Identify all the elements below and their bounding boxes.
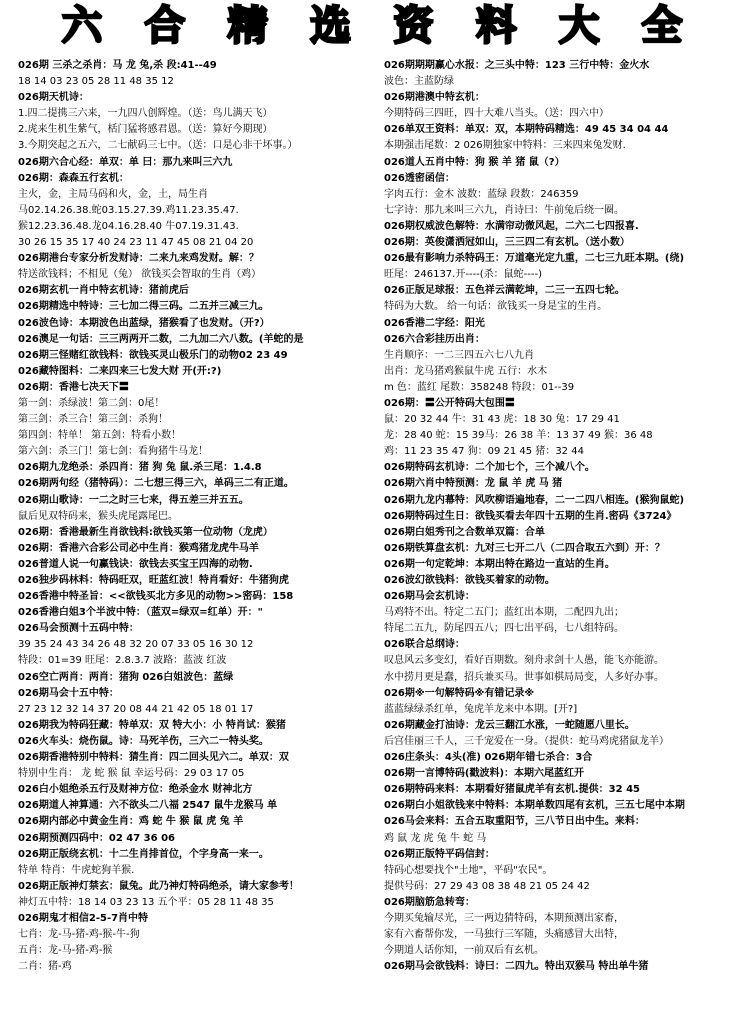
section-heading-line: 026期：英俊潇洒冠如山，三三四二有玄机。（送小数） — [384, 237, 630, 249]
section-heading-line: 026期白小姐欲钱来中特料：本期单数四尾有玄机，三五七尾中本期 — [384, 800, 685, 812]
body-text-line: 马鸡特不出。特定二五门；蓝红出本期，二配四九出； — [384, 607, 624, 619]
body-text-line: 特尾二五九，防尾四五八；四七出平码，七八组特码。 — [384, 623, 624, 635]
section-heading-line: 026香港白姐3个半波中特：（蓝双=绿双=红单）开：" — [18, 607, 263, 619]
section-heading-line: 026期脑筋急转弯： — [384, 896, 475, 908]
body-text-line: 1.四二提携三六来，一九四八创辉煌。（送：鸟儿满天飞） — [18, 108, 273, 120]
body-text-line: 后宫佳丽三千人，三千宠爱在一身。（提供：蛇马鸡虎猪鼠龙羊） — [384, 735, 669, 747]
section-heading-line: 026普道人说一句赢钱诀：欲钱去买宝王四海的动物. — [18, 558, 253, 570]
body-text-line: 马02.14.26.38.蛇03.15.27.39.鸡11.23.35.47. — [18, 204, 239, 216]
section-heading-line: 026期道人神算通：六不欲头二八福 2547 鼠牛龙猴马 单 — [18, 800, 278, 812]
body-text-line: 七肖：龙-马-猪-鸡-猴-牛-狗 — [18, 929, 140, 941]
banner-char: 大 — [559, 3, 600, 49]
banner-title — [62, 0, 682, 52]
section-heading-line: 026期特码玄机诗：二个加七个，三个减八个。 — [384, 462, 595, 474]
section-heading-line: 026火车头：烧伤鼠。诗：马死羊伤，三六二一特头奖。 — [18, 735, 269, 747]
section-heading-line: 026马会预测十五码中特： — [18, 623, 139, 635]
body-text-line: 生肖顺序：一二三四五六七八九肖 — [384, 349, 534, 361]
banner-char: 合 — [144, 3, 185, 49]
body-text-line: 五肖：龙-马-猪-鸡-猴 — [18, 945, 113, 957]
body-text-line: 叹息风云多变幻，看好百期数。刻舟求剑十人愚，能飞亦能游。 — [384, 655, 664, 667]
body-text-line: 39 35 24 43 34 26 48 32 20 07 33 05 16 30 12 — [18, 639, 254, 651]
section-heading-line: 026期六肖中特预测：龙 鼠 羊 虎 马 猪 — [384, 478, 563, 490]
section-heading-line: 026透密函信： — [384, 172, 455, 184]
section-heading-line: 026期九龙内幕特：风吹柳语遍地春，二一二四八相连。(猴狗鼠蛇) — [384, 494, 685, 506]
body-text-line: 特送欲钱料；不相见（兔） 欲钱买会智取的生肖（鸡） — [18, 269, 262, 281]
body-text-line: 水中捞月更是蠢，招兵兼买马。世事如棋局局变，人多好办事。 — [384, 671, 664, 683]
body-text-line: 字肉五行：金木 波数：蓝绿 段数：246359 — [384, 188, 579, 200]
banner-char: 六 — [62, 3, 102, 49]
section-heading-line: 026期港台专家分析发财诗：二来九来鸡发财。解：？ — [18, 253, 259, 265]
body-text-line: 3.今期突起之五六，二七献码三七中。（送：口是心非干坏事。） — [18, 140, 298, 152]
right-column — [384, 58, 744, 1022]
section-heading-line: 026波幻欲钱料：欲钱买着家的动物。 — [384, 575, 555, 586]
section-heading-line: 026期正版绕玄机：十二生肖排首位，个字身高一来一。 — [18, 848, 269, 860]
body-text-line: 今期特码三四旺，四十大难八当头。（送：四六中） — [384, 108, 609, 120]
section-heading-line: 026期我为特码狂藏：特单双：双 特大小：小 特肖试：猴猪 — [18, 719, 286, 731]
section-heading-line: 026期鬼才相信2-5-7肖中特 — [18, 912, 149, 924]
section-heading-line: 026联合总纲诗： — [384, 639, 465, 651]
section-heading-line: 026期：香港六合彩公司必中生肖：猴鸡猪龙虎牛马羊 — [18, 542, 259, 554]
section-heading-line: 026期特码来料：本期看好猪鼠虎羊有玄机.提供：32 45 — [384, 784, 640, 796]
section-heading-line: 026期 三杀之杀肖：马 龙 兔,杀 段:41--49 — [18, 60, 217, 71]
body-text-line: 鸡 鼠 龙 虎 兔 牛 蛇 马 — [384, 832, 487, 844]
section-heading-line: 026期：香港最新生肖欲钱料:欲钱买第一位动物（龙虎） — [18, 526, 273, 538]
section-heading-line: 026波色诗：本期波色出蓝绿，猪猴看了也发财。（开?） — [18, 317, 270, 329]
body-text-line: 第六剑：杀三门！第七剑：看狗猪牛马龙！ — [18, 446, 208, 458]
body-text-line: 七字诗：那九来叫三六九，肖诗曰：牛前兔后绕一圈。 — [384, 204, 624, 216]
body-text-line: 今期买兔输尽光，三一两边猜特码，本期预测出家畜， — [384, 912, 624, 924]
section-heading-line: 026期※一句解特码※有错记录※ — [384, 687, 535, 699]
section-heading-line: 026期马会玄机诗： — [384, 591, 475, 603]
section-heading-line: 026期天机诗： — [18, 92, 89, 104]
section-heading-line: 026香港中特圣旨：<<欲钱买北方多见的动物>>密码：158 — [18, 591, 294, 603]
banner-char: 全 — [641, 3, 682, 49]
body-text-line: 2.虎来生机生紫气，栝门猛将感君恩。（送：算好今期现） — [18, 124, 273, 136]
section-heading-line: 026最有影响力杀特码王：万道毫光定九重，二七三九旺本期。(绕) — [384, 253, 685, 265]
body-text-line: 波色：主蓝防绿 — [384, 76, 454, 88]
body-text-line: 出肖：龙马猪鸡猴鼠牛虎 五行：水木 — [384, 365, 548, 377]
section-heading-line: 026期：香港七决天下〓 — [18, 381, 129, 393]
body-text-line: 第三剑：杀三合！第三剑：杀狗！ — [18, 414, 168, 426]
body-text-line: 鼠：20 32 44 牛：31 43 虎：18 30 兔：17 29 41 — [384, 414, 620, 426]
section-heading-line: 026期两句经（猪特码）：二七想三得三六，单码三二有正道。 — [18, 478, 294, 490]
body-text-line: 18 14 03 23 05 28 11 48 35 12 — [18, 76, 174, 88]
section-heading-line: 026期九龙绝杀：杀四肖：猪 狗 兔 鼠.杀三尾：1.4.8 — [18, 462, 262, 474]
section-heading-line: 026期三怪赌红欲钱料：欲钱买灵山极乐门的动物02 23 49 — [18, 349, 288, 361]
section-heading-line: 026期一言博特码(戳波料)：本期六尾蓝红开 — [384, 768, 585, 780]
section-heading-line: 026期香港特别中特料：猜生肖：四二回头见六二。单双：双 — [18, 752, 289, 764]
section-heading-line: 026马会来料：五合五取重阳节，三八节日出中生。来料： — [384, 816, 645, 828]
section-heading-line: 026庄条头：4头(准) 026期年错七杀合：3合 — [384, 752, 593, 764]
body-text-line: 第四剑：特单！ 第五剑：特看小数！ — [18, 430, 182, 442]
section-heading-line: 026期六合心经：单双：单 曰：那九来叫三六九 — [18, 156, 233, 168]
body-text-line: 蓝蓝绿绿杀红单，兔虎羊龙来中本期。[开?] — [384, 703, 578, 715]
body-text-line: m 色：蓝红 尾数：358248 特段：01--39 — [384, 381, 575, 393]
section-heading-line: 026空亡两肖：两肖：猪狗 026白姐波色：蓝绿 — [18, 671, 234, 683]
banner-char: 精 — [227, 3, 268, 49]
body-text-line: 第一剑：杀绿波！第二剑：0尾！ — [18, 397, 165, 409]
body-text-line: 30 26 15 35 17 40 24 23 11 47 45 08 21 04 20 — [18, 237, 254, 249]
section-heading-line: 026道人五肖中特：狗 猴 羊 猪 鼠（?） — [384, 156, 565, 168]
banner-char: 料 — [476, 3, 517, 49]
section-heading-line: 026期：森森五行玄机： — [18, 172, 129, 184]
section-heading-line: 026香港二字经：阳光 — [384, 317, 485, 329]
body-text-line: 二肖：猪-鸡 — [18, 961, 72, 973]
section-heading-line: 026期山歌诗：一二之时三七来，得五差三并五五。 — [18, 494, 249, 506]
body-text-line: 特码为大数。 给一句话：欲钱买一身是宝的生肖。 — [384, 301, 608, 313]
section-heading-line: 026正版足球报：五色祥云满乾坤，二三一五四七轮。 — [384, 285, 625, 297]
section-heading-line: 026单双王资料：单双：双，本期特码精选：49 45 34 04 44 — [384, 124, 669, 136]
banner-char: 资 — [393, 3, 434, 49]
section-heading-line: 026白小姐绝杀五行及财神方位：绝杀金水 财神北方 — [18, 784, 253, 796]
section-heading-line: 026独步码林料：特码旺双，旺蓝红波！特肖看好：牛猪狗虎 — [18, 575, 289, 586]
body-text-line: 神灯五中特：18 14 03 23 13 五个平：05 28 11 48 35 — [18, 896, 274, 908]
section-heading-line: 026期特码过生日：欲钱买看去年四十五期的生肖.密码《3724》 — [384, 510, 677, 522]
section-heading-line: 026期正版神灯禁玄：鼠兔。此乃神灯特码绝杀，请大家参考！ — [18, 880, 299, 892]
section-heading-line: 026期正版特平码信封： — [384, 848, 495, 860]
body-text-line: 27 23 12 32 14 37 20 08 44 21 42 05 18 01 17 — [18, 703, 254, 715]
section-heading-line: 026期：〓公开特码大包围〓 — [384, 397, 515, 409]
body-text-line: 特段：01=39 旺尾：2.8.3.7 波路：蓝波 红波 — [18, 655, 227, 667]
body-text-line: 主火，金，主局马码和火，金，土，局生肖 — [18, 188, 208, 200]
section-heading-line: 026期马会欲钱料：诗曰：二四九。特出双猴马 特出单牛猪 — [384, 961, 649, 973]
section-heading-line: 026期玄机一肖中特玄机诗：猪前虎后 — [18, 285, 189, 297]
section-heading-line: 026期期期赢心水报：之三头中特：123 三行中特：金火水 — [384, 60, 650, 71]
section-heading-line: 026期白姐秀刊之合数单双篇：合单 — [384, 526, 545, 538]
section-heading-line: 026期权威波色解特：水满帘动微风起，二六二七四报喜. — [384, 220, 639, 232]
section-heading-line: 026藏特图料：二来四来三七发大财 开(开:?) — [18, 365, 222, 377]
section-heading-line: 026期一句定乾坤：本期出特在路边一直站的生肖。 — [384, 558, 615, 570]
section-heading-line: 026六合彩挂历出肖： — [384, 333, 485, 345]
section-heading-line: 026期港澳中特玄机： — [384, 92, 485, 104]
section-heading-line: 026期藏金打油诗：龙云三翻江水涨，一蛇随愿八里长。 — [384, 719, 635, 731]
body-text-line: 鼠后见双特码来，猴头虎尾露尾巴。 — [18, 510, 178, 522]
section-heading-line: 026期预测四码中：02 47 36 06 — [18, 832, 175, 844]
section-heading-line: 026澳足一句话：三三两两开二数，二九加二六八数。(羊蛇的是 — [18, 333, 304, 345]
section-heading-line: 026期马会十五中特： — [18, 687, 119, 699]
body-text-line: 本期强击尾数：2 026期独家中特料：三来四来兔发财. — [384, 140, 626, 152]
body-text-line: 今期道人话你知，一前双后有玄机。 — [384, 945, 544, 957]
banner-char: 选 — [310, 3, 351, 49]
body-text-line: 特别中生肖： 龙 蛇 猴 鼠 幸运号码：29 03 17 05 — [18, 768, 245, 780]
body-text-line: 鸡：11 23 35 47 狗：09 21 45 猪：32 44 — [384, 446, 584, 458]
body-text-line: 提供号码：27 29 43 08 38 48 21 05 24 42 — [384, 880, 590, 892]
section-heading-line: 026期精选中特诗：三七加二得三码。二五并三减三九。 — [18, 301, 269, 313]
body-text-line: 龙：28 40 蛇：15 39马：26 38 羊：13 37 49 猴：36 48 — [384, 430, 653, 442]
section-heading-line: 026期铁算盘玄机：九对三七开二八（二四合取五六到）开：？ — [384, 542, 665, 554]
body-text-line: 旺尾：246137.开----(杀：鼠蛇----) — [384, 269, 543, 281]
body-text-line: 特码心想要找个"土地"，平码"农民"。 — [384, 864, 553, 876]
left-column — [18, 58, 384, 1022]
page-banner — [0, 0, 744, 52]
body-text-line: 家有六畜帮你发，一马独行三军随，头痛感冒大出特， — [384, 929, 624, 941]
body-text-line: 猴12.23.36.48.龙04.16.28.40 牛07.19.31.43. — [18, 220, 239, 232]
section-heading-line: 026期内部必中黄金生肖：鸡 蛇 牛 猴 鼠 虎 兔 羊 — [18, 816, 244, 828]
body-text-line: 特单 特肖：牛虎蛇狗羊猴. — [18, 864, 135, 876]
